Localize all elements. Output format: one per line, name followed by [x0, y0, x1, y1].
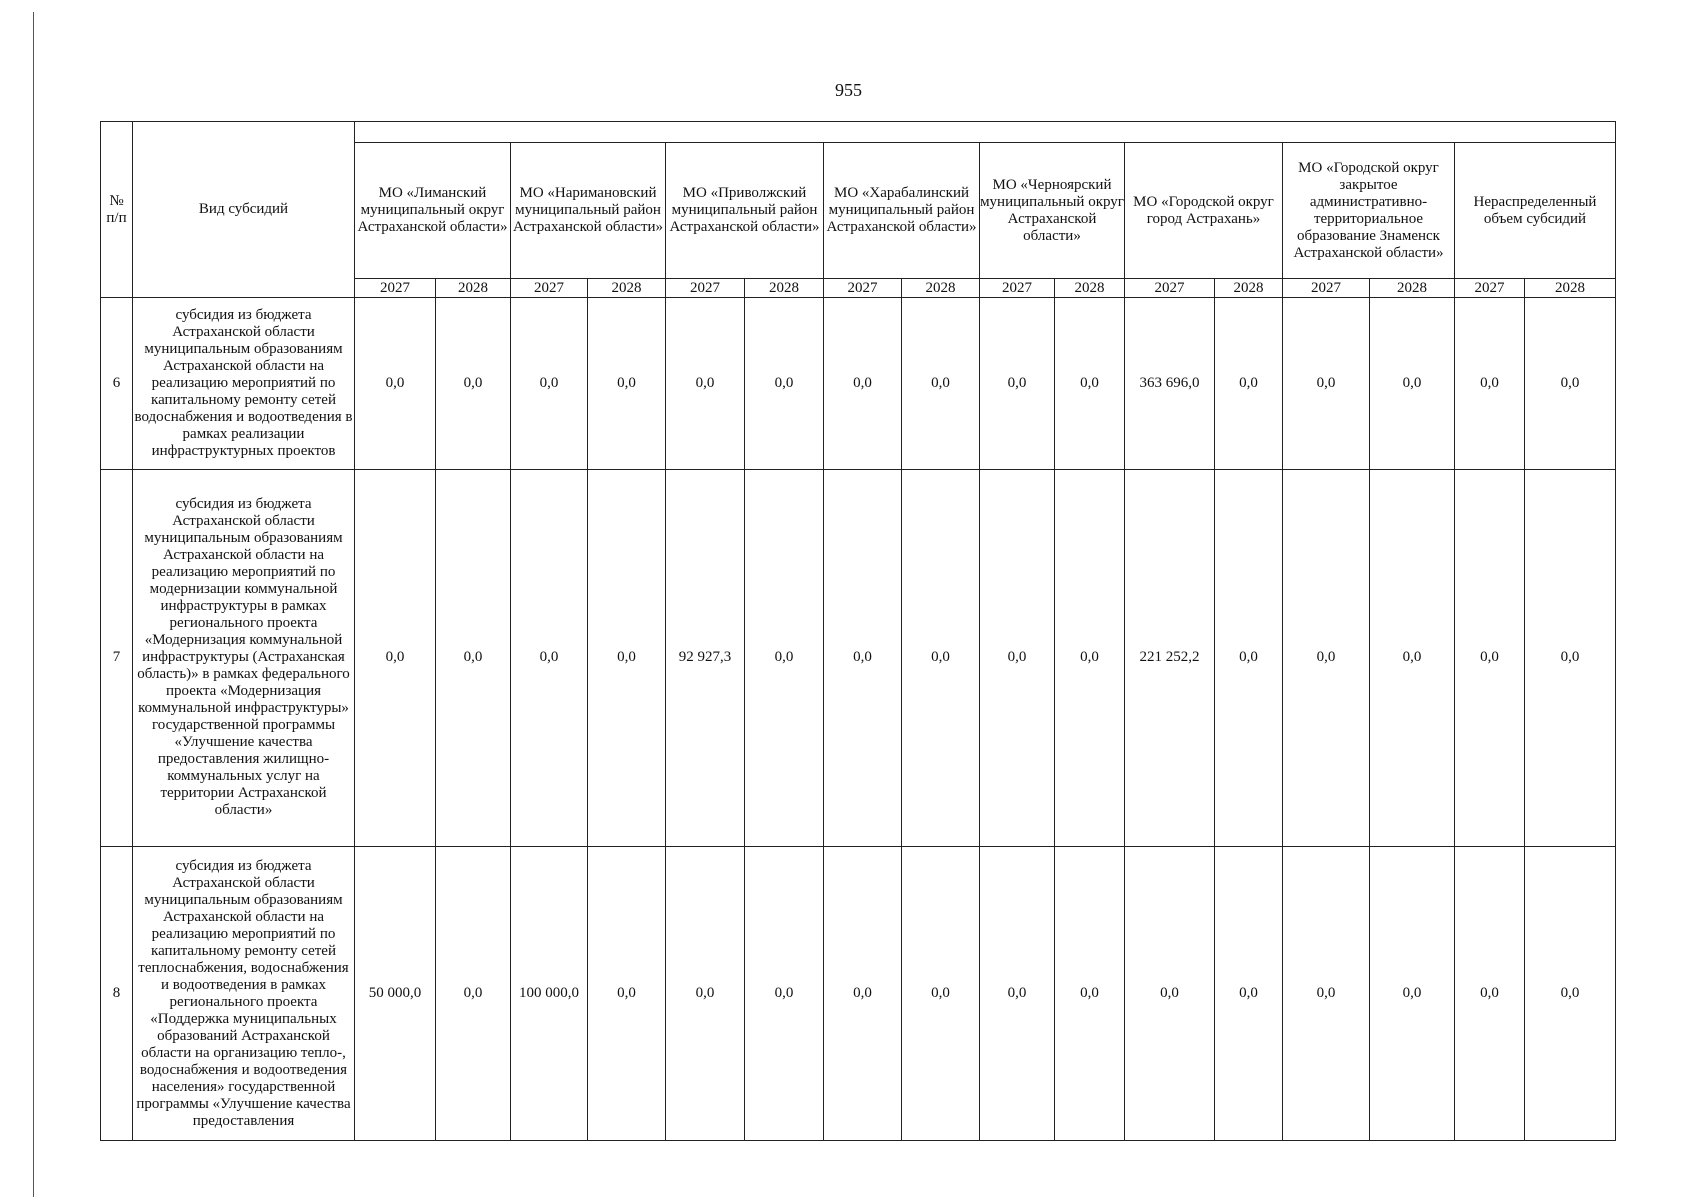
year-header: 2028: [588, 279, 666, 298]
year-header: 2028: [1525, 279, 1616, 298]
value-cell: 0,0: [1215, 847, 1283, 1141]
value-cell: 0,0: [511, 298, 588, 470]
subsidy-description: субсидия из бюджета Астраханской области муниципальным образованиям Астраханской области на реализацию мероприятий по модернизации коммунальной инфраструктуры в рамках регионального проекта «Модернизация коммунальной инфраструктуры (Астраханская область)» в рамках федерального проекта «Модернизация коммунальной инфраструктуры» государственной программы «Улучшение качества предоставления жилищно-коммунальных услуг на территории Астраханской области»: [133, 469, 355, 847]
value-cell: 0,0: [745, 847, 824, 1141]
row-number: 7: [101, 469, 133, 847]
value-cell: 363 696,0: [1125, 298, 1215, 470]
type-header: Вид субсидий: [133, 122, 355, 298]
municipality-header: МО «Черноярский муниципальный округ Астраханской области»: [980, 143, 1125, 279]
municipality-header: МО «Лиманский муниципальный округ Астраханской области»: [355, 143, 511, 279]
municipality-header: МО «Харабалинский муниципальный район Астраханской области»: [824, 143, 980, 279]
value-cell: 0,0: [588, 298, 666, 470]
page-number: 955: [835, 80, 862, 100]
value-cell: 0,0: [355, 469, 436, 847]
value-cell: 0,0: [1055, 298, 1125, 470]
value-cell: 0,0: [1370, 847, 1455, 1141]
value-cell: 0,0: [1215, 298, 1283, 470]
municipality-header: МО «Городской округ город Астрахань»: [1125, 143, 1283, 279]
value-cell: 0,0: [588, 847, 666, 1141]
value-cell: 0,0: [436, 847, 511, 1141]
year-header: 2027: [1125, 279, 1215, 298]
value-cell: 0,0: [980, 847, 1055, 1141]
value-cell: 0,0: [436, 469, 511, 847]
value-cell: 92 927,3: [666, 469, 745, 847]
value-cell: 0,0: [511, 469, 588, 847]
row-number: 8: [101, 847, 133, 1141]
municipality-header: МО «Приволжский муниципальный район Астраханской области»: [666, 143, 824, 279]
value-cell: 0,0: [1455, 847, 1525, 1141]
value-cell: 0,0: [1370, 298, 1455, 470]
value-cell: 0,0: [902, 298, 980, 470]
year-header: 2028: [1215, 279, 1283, 298]
value-cell: 0,0: [980, 298, 1055, 470]
value-cell: 100 000,0: [511, 847, 588, 1141]
value-cell: 0,0: [745, 298, 824, 470]
value-cell: 0,0: [824, 298, 902, 470]
value-cell: 0,0: [666, 298, 745, 470]
value-cell: 0,0: [1455, 298, 1525, 470]
num-header: № п/п: [101, 122, 133, 298]
year-header: 2027: [666, 279, 745, 298]
value-cell: 0,0: [1125, 847, 1215, 1141]
value-cell: 0,0: [1215, 469, 1283, 847]
value-cell: 0,0: [436, 298, 511, 470]
municipality-header: МО «Городской округ закрытое административно-территориальное образование Знаменск Астраханской области»: [1283, 143, 1455, 279]
table-row: [101, 847, 1616, 1141]
value-cell: 0,0: [902, 847, 980, 1141]
year-header: 2028: [745, 279, 824, 298]
year-header: 2027: [511, 279, 588, 298]
subsidies-table: [100, 121, 1616, 1141]
value-cell: 0,0: [588, 469, 666, 847]
value-cell: 0,0: [980, 469, 1055, 847]
year-header: 2028: [1370, 279, 1455, 298]
subsidy-description: субсидия из бюджета Астраханской области муниципальным образованиям Астраханской области на реализацию мероприятий по капитальному ремонту сетей теплоснабжения, водоснабжения и водоотведения в рамках регионального проекта «Поддержка муниципальных образований Астраханской области на организацию тепло-, водоснабжения и водоотведения населения» государственной программы «Улучшение качества предоставления: [133, 847, 355, 1141]
year-header: 2028: [436, 279, 511, 298]
value-cell: 0,0: [1283, 298, 1370, 470]
value-cell: 0,0: [355, 298, 436, 470]
value-cell: 0,0: [666, 847, 745, 1141]
value-cell: 0,0: [1525, 298, 1616, 470]
row-number: 6: [101, 298, 133, 470]
value-cell: 0,0: [1283, 469, 1370, 847]
value-cell: 0,0: [1455, 469, 1525, 847]
value-cell: 0,0: [1055, 847, 1125, 1141]
year-header: 2027: [1455, 279, 1525, 298]
value-cell: 0,0: [745, 469, 824, 847]
value-cell: 221 252,2: [1125, 469, 1215, 847]
value-cell: 0,0: [1283, 847, 1370, 1141]
year-header: 2028: [1055, 279, 1125, 298]
year-header: 2027: [824, 279, 902, 298]
subsidy-description: субсидия из бюджета Астраханской области муниципальным образованиям Астраханской области на реализацию мероприятий по капитальному ремонту сетей водоснабжения и водоотведения в рамках реализации инфраструктурных проектов: [133, 298, 355, 470]
value-cell: 0,0: [824, 847, 902, 1141]
year-header: 2027: [1283, 279, 1370, 298]
year-header: 2027: [355, 279, 436, 298]
value-cell: 0,0: [902, 469, 980, 847]
value-cell: 0,0: [1525, 469, 1616, 847]
table-row: [101, 469, 1616, 847]
value-cell: 0,0: [1370, 469, 1455, 847]
year-header: 2028: [902, 279, 980, 298]
value-cell: 0,0: [824, 469, 902, 847]
municipality-header: Нераспределенный объем субсидий: [1455, 143, 1616, 279]
value-cell: 50 000,0: [355, 847, 436, 1141]
value-cell: 0,0: [1055, 469, 1125, 847]
header-spacer: [355, 122, 1616, 143]
page-margin-rule: [33, 12, 34, 1197]
value-cell: 0,0: [1525, 847, 1616, 1141]
municipality-header: МО «Наримановский муниципальный район Астраханской области»: [511, 143, 666, 279]
year-header: 2027: [980, 279, 1055, 298]
table-row: [101, 298, 1616, 470]
